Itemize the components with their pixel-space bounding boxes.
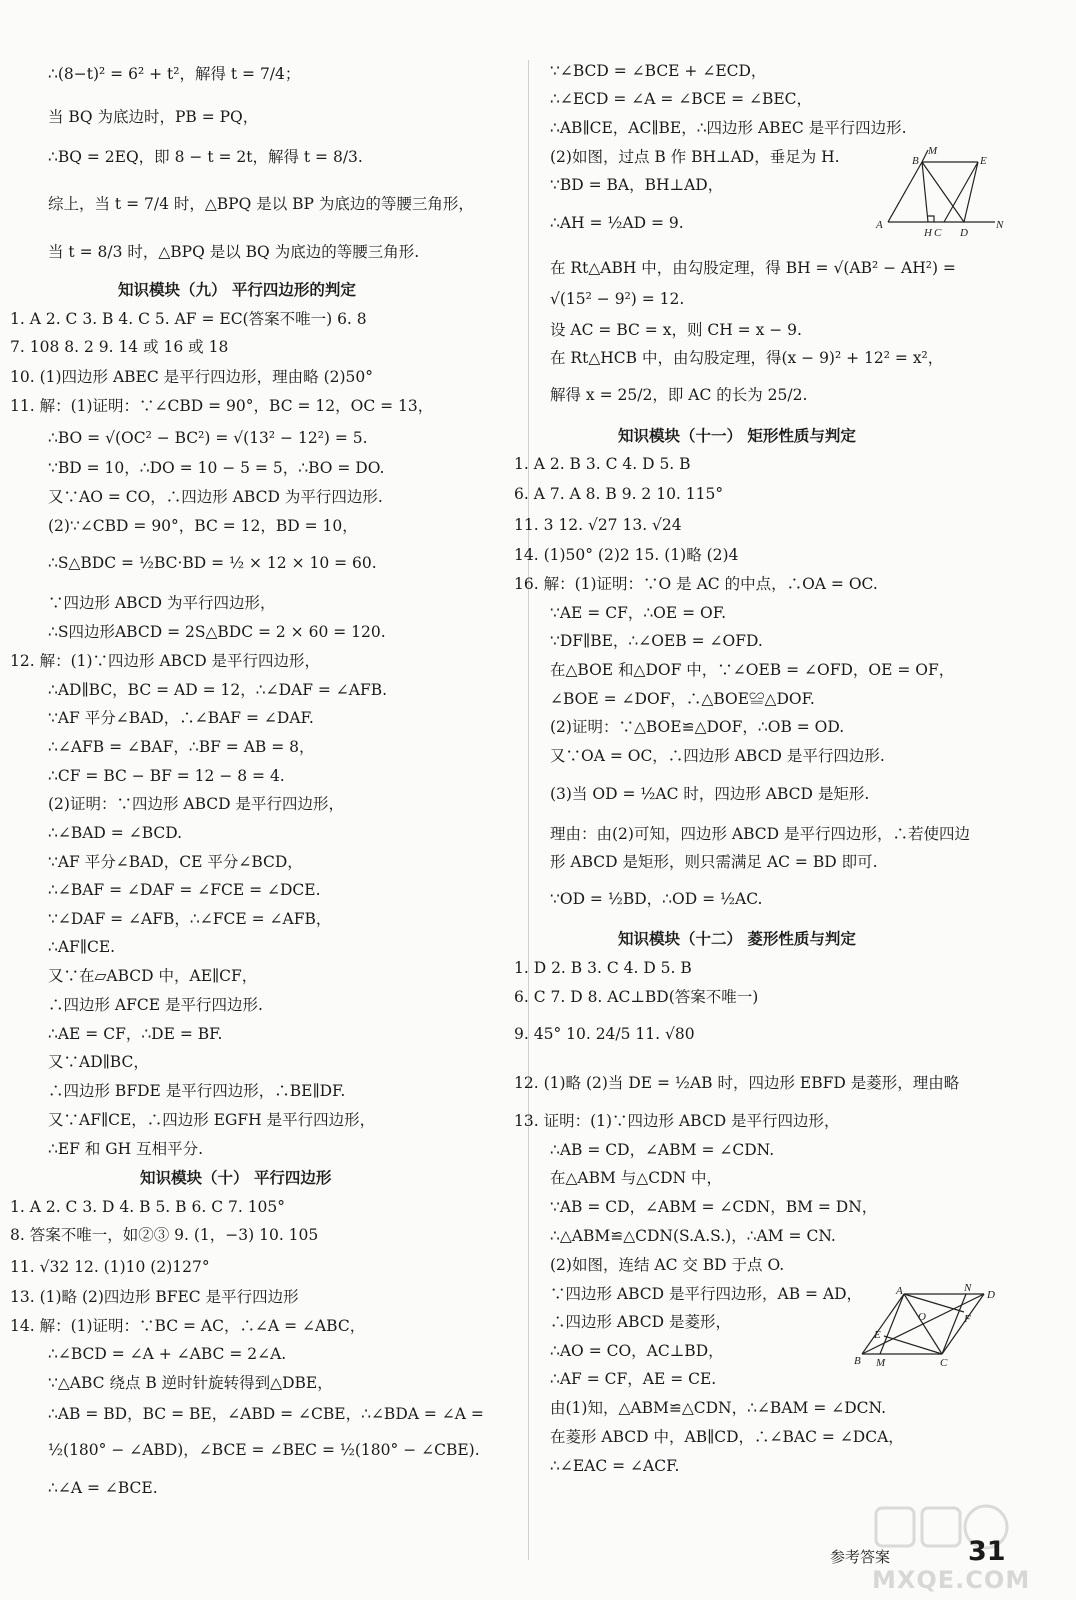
text-line: 7. 108 8. 2 9. 14 或 16 或 18 bbox=[10, 338, 229, 356]
text-line: ∴AF∥CE. bbox=[48, 938, 116, 956]
section-heading: 知识模块（九） 平行四边形的判定 bbox=[118, 281, 356, 299]
text-line: 在△ABM 与△CDN 中， bbox=[550, 1169, 722, 1187]
text-line: ∴四边形 BFDE 是平行四边形，∴BE∥DF. bbox=[48, 1082, 346, 1100]
text-line: 6. C 7. D 8. AC⊥BD(答案不唯一) bbox=[514, 988, 759, 1006]
text-line: ∴∠BAF = ∠DAF = ∠FCE = ∠DCE. bbox=[48, 881, 321, 899]
text-line: ∴AB = CD，∠ABM = ∠CDN. bbox=[550, 1141, 775, 1159]
label-b: B bbox=[854, 1355, 861, 1367]
label-f: F bbox=[964, 1313, 971, 1325]
page-number: 31 bbox=[968, 1536, 1006, 1567]
text-line: ∵AB = CD，∠ABM = ∠CDN，BM = DN， bbox=[550, 1198, 878, 1216]
text-line: 又∵AD∥BC， bbox=[48, 1053, 149, 1071]
text-line: 6. A 7. A 8. B 9. 2 10. 115° bbox=[514, 485, 724, 503]
label-n: N bbox=[996, 219, 1004, 231]
text-line: ∵∠BCD = ∠BCE + ∠ECD， bbox=[550, 62, 767, 80]
label-e: E bbox=[874, 1329, 881, 1341]
text-line: 在 Rt△ABH 中，由勾股定理，得 BH = √(AB² − AH²) = bbox=[550, 259, 956, 277]
text-line: 16. 解：(1)证明：∵O 是 AC 的中点，∴OA = OC. bbox=[514, 575, 878, 593]
text-line: 由(1)知，△ABM≌△CDN，∴∠BAM = ∠DCN. bbox=[550, 1399, 887, 1417]
text-line: ∴CF = BC − BF = 12 − 8 = 4. bbox=[48, 767, 285, 785]
text-line: ∴AB = BD，BC = BE，∠ABD = ∠CBE，∴∠BDA = ∠A = bbox=[48, 1405, 484, 1423]
text-line: ∴EF 和 GH 互相平分. bbox=[48, 1140, 204, 1158]
text-line: 在菱形 ABCD 中，AB∥CD，∴∠BAC = ∠DCA， bbox=[550, 1428, 904, 1446]
text-line: 12. 解：(1)∵四边形 ABCD 是平行四边形， bbox=[10, 652, 321, 670]
text-line: 解得 x = 25/2，即 AC 的长为 25/2. bbox=[550, 386, 808, 404]
text-line: ∴AO = CO，AC⊥BD， bbox=[550, 1342, 724, 1360]
text-line: ∴AE = CF，∴DE = BF. bbox=[48, 1025, 223, 1043]
left-column bbox=[0, 0, 530, 1600]
label-h: H bbox=[924, 227, 932, 239]
text-line: ½(180° − ∠ABD)，∠BCE = ∠BEC = ½(180° − ∠CBE). bbox=[48, 1441, 480, 1459]
column-divider bbox=[528, 60, 529, 1560]
text-line: ∵DF∥BE，∴∠OEB = ∠OFD. bbox=[550, 632, 763, 650]
text-line: ∠BOE = ∠DOF，∴△BOE≌△DOF. bbox=[550, 690, 815, 708]
label-d: D bbox=[987, 1289, 995, 1301]
text-line: ∴BO = √(OC² − BC²) = √(13² − 12²) = 5. bbox=[48, 429, 368, 447]
text-line: 1. A 2. C 3. D 4. B 5. B 6. C 7. 105° bbox=[10, 1198, 286, 1216]
text-line: ∴四边形 AFCE 是平行四边形. bbox=[48, 996, 263, 1014]
text-line: 1. D 2. B 3. C 4. D 5. B bbox=[514, 959, 692, 977]
text-line: ∴AF = CF，AE = CE. bbox=[550, 1370, 717, 1388]
text-line: 13. 证明：(1)∵四边形 ABCD 是平行四边形， bbox=[514, 1112, 840, 1130]
text-line: ∴△ABM≌△CDN(S.A.S.)，∴AM = CN. bbox=[550, 1227, 836, 1245]
text-line: ∴AH = ½AD = 9. bbox=[550, 214, 684, 232]
text-line: 11. 解：(1)证明：∵∠CBD = 90°，BC = 12，OC = 13， bbox=[10, 397, 434, 415]
text-line: 14. 解：(1)证明：∵BC = AC，∴∠A = ∠ABC， bbox=[10, 1317, 366, 1335]
text-line: ∴AD∥BC，BC = AD = 12，∴∠DAF = ∠AFB. bbox=[48, 681, 388, 699]
text-line: (2)证明：∵四边形 ABCD 是平行四边形， bbox=[48, 795, 344, 813]
text-line: ∴∠EAC = ∠ACF. bbox=[550, 1457, 680, 1475]
text-line: ∴S△BDC = ½BC·BD = ½ × 12 × 10 = 60. bbox=[48, 554, 377, 572]
footer-label: 参考答案 bbox=[830, 1548, 891, 1566]
text-line: 设 AC = BC = x，则 CH = x − 9. bbox=[550, 321, 802, 339]
text-line: ∴AB∥CE，AC∥BE，∴四边形 ABEC 是平行四边形. bbox=[550, 119, 907, 137]
label-n: N bbox=[964, 1282, 972, 1294]
text-line: ∵OD = ½BD，∴OD = ½AC. bbox=[550, 890, 763, 908]
text-line: √(15² − 9²) = 12. bbox=[550, 290, 685, 308]
text-line: 又∵AO = CO，∴四边形 ABCD 为平行四边形. bbox=[48, 488, 383, 506]
text-line: 又∵AF∥CE，∴四边形 EGFH 是平行四边形， bbox=[48, 1111, 376, 1129]
text-line: 10. (1)四边形 ABEC 是平行四边形，理由略 (2)50° bbox=[10, 368, 374, 386]
text-line: 当 BQ 为底边时，PB = PQ， bbox=[48, 108, 259, 126]
text-line: 12. (1)略 (2)当 DE = ½AB 时，四边形 EBFD 是菱形，理由略 bbox=[514, 1074, 960, 1092]
label-e: E bbox=[980, 155, 987, 167]
text-line: ∵AF 平分∠BAD，CE 平分∠BCD， bbox=[48, 853, 303, 871]
text-line: ∴∠AFB = ∠BAF，∴BF = AB = 8， bbox=[48, 738, 315, 756]
section-heading: 知识模块（十） 平行四边形 bbox=[140, 1169, 332, 1187]
text-line: ∵BD = 10，∴DO = 10 − 5 = 5，∴BO = DO. bbox=[48, 459, 385, 477]
text-line: ∵四边形 ABCD 是平行四边形，AB = AD， bbox=[550, 1285, 863, 1303]
text-line: ∴∠ECD = ∠A = ∠BCE = ∠BEC， bbox=[550, 90, 813, 108]
text-line: ∴BQ = 2EQ，即 8 − t = 2t，解得 t = 8/3. bbox=[48, 148, 363, 166]
section-heading: 知识模块（十一） 矩形性质与判定 bbox=[618, 427, 856, 445]
text-line: 形 ABCD 是矩形，则只需满足 AC = BD 即可. bbox=[550, 853, 878, 871]
text-line: ∵AE = CF，∴OE = OF. bbox=[550, 604, 727, 622]
label-c: C bbox=[940, 1357, 948, 1369]
text-line: 又∵OA = OC，∴四边形 ABCD 是平行四边形. bbox=[550, 747, 885, 765]
text-line: (2)如图，过点 B 作 BH⊥AD，垂足为 H. bbox=[550, 148, 840, 166]
geometry-figure-rhombus bbox=[852, 1282, 1002, 1370]
label-a: A bbox=[896, 1285, 903, 1297]
watermark-text: MXQE.COM bbox=[872, 1566, 1031, 1594]
text-line: 在△BOE 和△DOF 中，∵∠OEB = ∠OFD，OE = OF， bbox=[550, 661, 955, 679]
label-a: A bbox=[876, 219, 883, 231]
section-heading: 知识模块（十二） 菱形性质与判定 bbox=[618, 930, 856, 948]
geometry-figure-rotation bbox=[870, 144, 1010, 240]
text-line: 11. √32 12. (1)10 (2)127° bbox=[10, 1258, 210, 1276]
text-line: ∴∠BAD = ∠BCD. bbox=[48, 824, 183, 842]
text-line: ∵∠DAF = ∠AFB，∴∠FCE = ∠AFB， bbox=[48, 910, 332, 928]
text-line: 13. (1)略 (2)四边形 BFEC 是平行四边形 bbox=[10, 1288, 299, 1306]
right-column bbox=[514, 0, 1076, 1600]
label-b: B bbox=[912, 155, 919, 167]
text-line: 9. 45° 10. 24/5 11. √80 bbox=[514, 1025, 695, 1043]
label-m: M bbox=[876, 1357, 886, 1369]
label-m: M bbox=[928, 145, 938, 157]
text-line: ∵BD = BA，BH⊥AD， bbox=[550, 176, 724, 194]
text-line: 在 Rt△HCB 中，由勾股定理，得(x − 9)² + 12² = x²， bbox=[550, 349, 944, 367]
text-line: ∴四边形 ABCD 是菱形， bbox=[550, 1313, 732, 1331]
label-d: D bbox=[960, 227, 968, 239]
text-line: ∴∠A = ∠BCE. bbox=[48, 1479, 158, 1497]
text-line: ∵四边形 ABCD 为平行四边形， bbox=[48, 594, 276, 612]
text-line: 又∵在▱ABCD 中，AE∥CF， bbox=[48, 967, 258, 985]
text-line: (3)当 OD = ½AC 时，四边形 ABCD 是矩形. bbox=[550, 785, 870, 803]
text-line: (2)∵∠CBD = 90°，BC = 12，BD = 10， bbox=[48, 517, 358, 535]
text-line: (2)如图，连结 AC 交 BD 于点 O. bbox=[550, 1256, 785, 1274]
text-line: ∴∠BCD = ∠A + ∠ABC = 2∠A. bbox=[48, 1345, 287, 1363]
text-line: 综上，当 t = 7/4 时，△BPQ 是以 BP 为底边的等腰三角形， bbox=[48, 195, 474, 213]
text-line: ∵AF 平分∠BAD，∴∠BAF = ∠DAF. bbox=[48, 709, 314, 727]
text-line: 1. A 2. C 3. B 4. C 5. AF = EC(答案不唯一) 6. 8 bbox=[10, 310, 367, 328]
text-line: 1. A 2. B 3. C 4. D 5. B bbox=[514, 455, 691, 473]
label-o: O bbox=[918, 1311, 926, 1323]
text-line: 8. 答案不唯一，如②③ 9. (1，−3) 10. 105 bbox=[10, 1226, 319, 1244]
text-line: 14. (1)50° (2)2 15. (1)略 (2)4 bbox=[514, 546, 739, 564]
text-line: ∵△ABC 绕点 B 逆时针旋转得到△DBE， bbox=[48, 1374, 333, 1392]
text-line: ∴(8−t)² = 6² + t²，解得 t = 7/4； bbox=[48, 65, 301, 83]
text-line: 当 t = 8/3 时，△BPQ 是以 BQ 为底边的等腰三角形. bbox=[48, 243, 420, 261]
label-c: C bbox=[934, 227, 942, 239]
text-line: ∴S四边形ABCD = 2S△BDC = 2 × 60 = 120. bbox=[48, 623, 386, 641]
text-line: 理由：由(2)可知，四边形 ABCD 是平行四边形，∴若使四边 bbox=[550, 825, 970, 843]
text-line: (2)证明：∵△BOE≌△DOF，∴OB = OD. bbox=[550, 718, 845, 736]
text-line: 11. 3 12. √27 13. √24 bbox=[514, 516, 682, 534]
